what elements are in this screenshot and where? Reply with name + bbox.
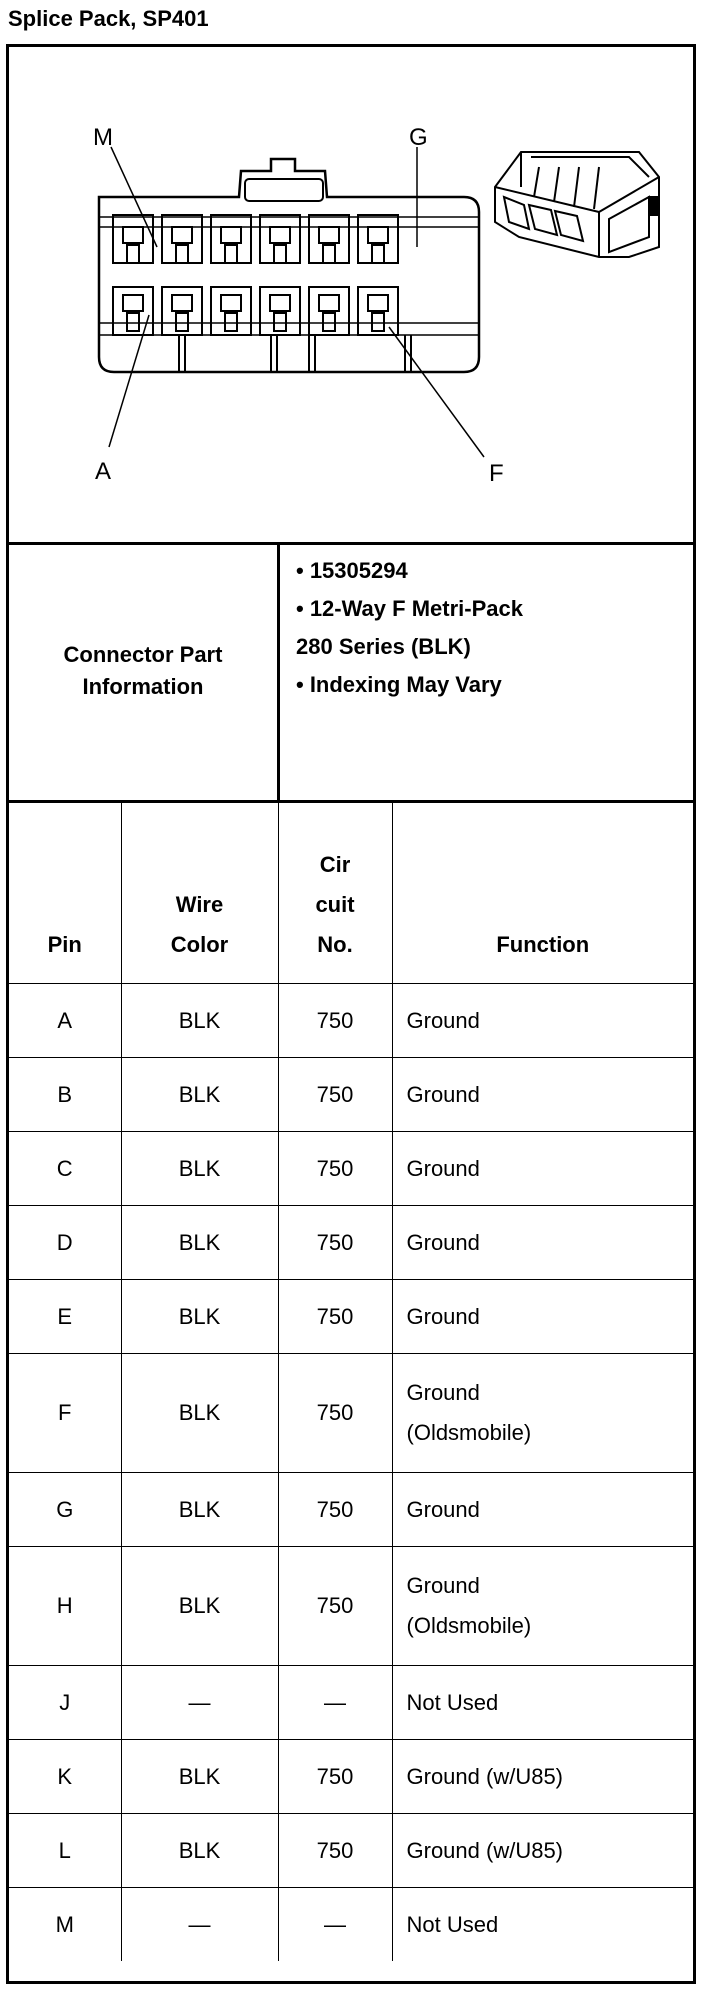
header-function: Function bbox=[392, 800, 693, 984]
connector-frame bbox=[6, 44, 696, 1984]
connector-info-heading-line2: Information bbox=[82, 674, 204, 699]
label-f: F bbox=[489, 460, 504, 487]
connector-info-details bbox=[280, 542, 693, 810]
lock-window bbox=[245, 179, 323, 201]
cell-function: Ground (Oldsmobile) bbox=[392, 1547, 693, 1666]
cell-circuit: 750 bbox=[278, 1132, 392, 1206]
page-title: Splice Pack, SP401 bbox=[8, 6, 209, 31]
table-row bbox=[9, 1206, 693, 1280]
connector-face-drawing bbox=[9, 47, 693, 542]
part-number: • 15305294 bbox=[296, 558, 408, 583]
table-header-row bbox=[9, 800, 693, 984]
top-row-cavities bbox=[113, 215, 398, 263]
connector-type: • 12-Way F Metri-Pack bbox=[296, 596, 523, 621]
cell-function: Ground bbox=[392, 1058, 693, 1132]
cell-pin: L bbox=[9, 1814, 121, 1888]
bottom-row-cavities bbox=[113, 287, 398, 335]
cell-circuit: 750 bbox=[278, 1473, 392, 1547]
cell-pin: M bbox=[9, 1888, 121, 1962]
cell-circuit: 750 bbox=[278, 1740, 392, 1814]
table-row bbox=[9, 1547, 693, 1666]
cell-circuit: 750 bbox=[278, 1280, 392, 1354]
cell-circuit: 750 bbox=[278, 1814, 392, 1888]
indexing-note: • Indexing May Vary bbox=[296, 672, 502, 697]
cell-pin: J bbox=[9, 1666, 121, 1740]
cell-color: BLK bbox=[121, 1132, 278, 1206]
connector-series: 280 Series (BLK) bbox=[296, 634, 471, 659]
table-row bbox=[9, 1888, 693, 1962]
cell-circuit: 750 bbox=[278, 1547, 392, 1666]
cell-color: BLK bbox=[121, 1547, 278, 1666]
cell-pin: H bbox=[9, 1547, 121, 1666]
cell-function: Ground bbox=[392, 1206, 693, 1280]
table-row bbox=[9, 1814, 693, 1888]
cell-pin: K bbox=[9, 1740, 121, 1814]
connector-info-heading-line1: Connector Part bbox=[63, 642, 223, 668]
table-row bbox=[9, 1740, 693, 1814]
cell-pin: D bbox=[9, 1206, 121, 1280]
label-m: M bbox=[93, 124, 113, 151]
cell-color: — bbox=[121, 1666, 278, 1740]
cell-function: Ground bbox=[392, 1473, 693, 1547]
cell-function: Ground bbox=[392, 1132, 693, 1206]
pin-table bbox=[9, 800, 693, 1961]
table-row bbox=[9, 1058, 693, 1132]
connector-3d-thumbnail bbox=[495, 152, 659, 257]
cell-color: BLK bbox=[121, 1354, 278, 1473]
cell-color: — bbox=[121, 1888, 278, 1962]
cell-function: Ground bbox=[392, 984, 693, 1058]
cell-pin: F bbox=[9, 1354, 121, 1473]
cell-function: Ground (Oldsmobile) bbox=[392, 1354, 693, 1473]
cell-color: BLK bbox=[121, 1280, 278, 1354]
cell-pin: E bbox=[9, 1280, 121, 1354]
cell-function: Not Used bbox=[392, 1888, 693, 1962]
connector-diagram bbox=[9, 47, 693, 545]
connector-housing bbox=[99, 159, 479, 372]
cell-circuit: — bbox=[278, 1888, 392, 1962]
cell-color: BLK bbox=[121, 1740, 278, 1814]
table-row bbox=[9, 1666, 693, 1740]
cell-pin: C bbox=[9, 1132, 121, 1206]
table-row bbox=[9, 984, 693, 1058]
connector-part-info bbox=[9, 542, 693, 803]
cell-circuit: 750 bbox=[278, 1206, 392, 1280]
cell-circuit: 750 bbox=[278, 1058, 392, 1132]
header-pin: Pin bbox=[9, 800, 121, 984]
cell-circuit: 750 bbox=[278, 984, 392, 1058]
cell-pin: G bbox=[9, 1473, 121, 1547]
cell-color: BLK bbox=[121, 1473, 278, 1547]
label-a: A bbox=[95, 458, 112, 485]
table-row bbox=[9, 1132, 693, 1206]
cell-function: Ground (w/U85) bbox=[392, 1740, 693, 1814]
label-g: G bbox=[409, 124, 428, 151]
cell-circuit: — bbox=[278, 1666, 392, 1740]
table-row bbox=[9, 1280, 693, 1354]
cell-pin: B bbox=[9, 1058, 121, 1132]
bottom-keys bbox=[179, 335, 411, 372]
connector-info-heading bbox=[9, 542, 280, 800]
cell-color: BLK bbox=[121, 1058, 278, 1132]
cell-function: Ground bbox=[392, 1280, 693, 1354]
cell-circuit: 750 bbox=[278, 1354, 392, 1473]
cell-function: Not Used bbox=[392, 1666, 693, 1740]
header-wire-color: Wire Color bbox=[121, 800, 278, 984]
cell-function: Ground (w/U85) bbox=[392, 1814, 693, 1888]
leader-lines bbox=[109, 147, 484, 457]
cell-pin: A bbox=[9, 984, 121, 1058]
cell-color: BLK bbox=[121, 1814, 278, 1888]
cell-color: BLK bbox=[121, 1206, 278, 1280]
table-row bbox=[9, 1354, 693, 1473]
cell-color: BLK bbox=[121, 984, 278, 1058]
header-circuit: Cir cuit No. bbox=[278, 800, 392, 984]
table-row bbox=[9, 1473, 693, 1547]
